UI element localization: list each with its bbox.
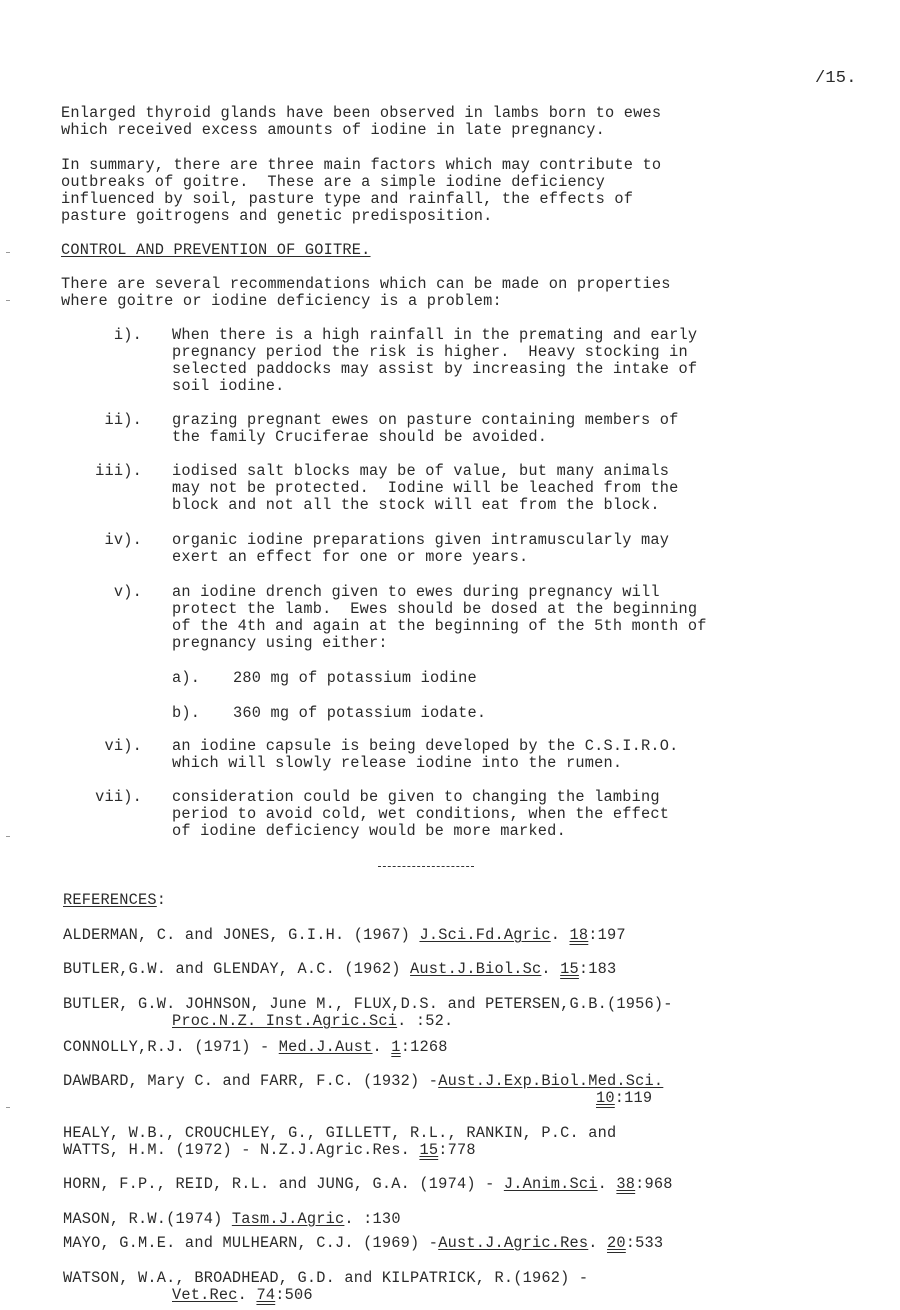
reference-page: :968: [635, 1175, 673, 1193]
item-line: selected paddocks may assist by increasing the intake of: [172, 360, 698, 378]
reference-journal: J.Sci.Fd.Agric: [419, 926, 551, 944]
item-number: ii).: [104, 411, 142, 429]
section-divider: [378, 866, 474, 867]
section-lead: where goitre or iodine deficiency is a problem:: [61, 292, 502, 310]
item-line: block and not all the stock will eat from the block.: [172, 496, 660, 514]
intro-line: which received excess amounts of iodine in late pregnancy.: [61, 121, 606, 139]
reference-page: :183: [578, 960, 617, 978]
references-heading: REFERENCES:: [63, 891, 167, 909]
reference-journal: Tasm.J.Agric: [231, 1210, 345, 1228]
reference-authors: DAWBARD, Mary C. and FARR, F.C. (1932) -: [63, 1072, 439, 1090]
margin-mark: [6, 252, 10, 253]
reference-journal: Med.J.Aust: [278, 1038, 373, 1056]
reference-page: :778: [438, 1141, 476, 1159]
reference-page: :52.: [406, 1012, 454, 1030]
item-line: soil iodine.: [172, 377, 285, 395]
subitem-label: a).: [172, 669, 201, 687]
item-line: may not be protected. Iodine will be leached from the: [172, 479, 679, 497]
reference-volume: 15: [419, 1141, 439, 1159]
reference-page: :1268: [400, 1038, 448, 1056]
reference-page: :506: [275, 1286, 313, 1304]
reference-volume: 10: [596, 1089, 615, 1107]
reference-authors: MAYO, G.M.E. and MULHEARN, C.J. (1969) -: [63, 1234, 439, 1252]
item-line: iodised salt blocks may be of value, but many animals: [172, 462, 670, 480]
summary-line: In summary, there are three main factors which may contribute to: [61, 156, 662, 174]
item-line: consideration could be given to changing the lambing: [172, 788, 660, 806]
reference-item: HEALY, W.B., CROUCHLEY, G., GILLETT, R.L., RANKIN, P.C. and: [63, 1124, 617, 1142]
subitem-label: b).: [172, 704, 201, 722]
reference-item: BUTLER, G.W. JOHNSON, June M., FLUX,D.S. and PETERSEN,G.B.(1956)-: [63, 995, 673, 1013]
item-line: which will slowly release iodine into the rumen.: [172, 754, 623, 772]
reference-continuation: [596, 1090, 652, 1107]
reference-authors: HORN, F.P., REID, R.L. and JUNG, G.A. (1974) -: [63, 1175, 504, 1193]
reference-page: :197: [588, 926, 626, 944]
margin-mark: [6, 300, 10, 301]
margin-mark: [6, 1107, 10, 1108]
reference-journal: WATTS, H.M. (1972) - N.Z.J.Agric.Res.: [63, 1141, 420, 1159]
reference-item: ALDERMAN, C. and JONES, G.I.H. (1967) J.Sci.Fd.Agric. 18:197: [63, 926, 626, 944]
item-line: When there is a high rainfall in the premating and early: [172, 326, 698, 344]
item-line: exert an effect for one or more years.: [172, 548, 529, 566]
reference-volume: 1: [391, 1038, 401, 1056]
reference-item: WATSON, W.A., BROADHEAD, G.D. and KILPATRICK, R.(1962) -: [63, 1269, 589, 1287]
item-line: pregnancy using either:: [172, 634, 388, 652]
summary-line: outbreaks of goitre. These are a simple iodine deficiency: [61, 173, 606, 191]
reference-authors: BUTLER,G.W. and GLENDAY, A.C. (1962): [63, 960, 411, 978]
item-line: period to avoid cold, wet conditions, when the effect: [172, 805, 670, 823]
section-heading: CONTROL AND PREVENTION OF GOITRE.: [61, 241, 371, 259]
reference-page: :119: [614, 1089, 653, 1107]
subitem-text: 360 mg of potassium iodate.: [233, 704, 487, 722]
reference-authors: MASON, R.W.(1974): [63, 1210, 232, 1228]
reference-journal: Proc.N.Z. Inst.Agric.Sci: [172, 1012, 398, 1030]
item-number: i).: [113, 326, 142, 344]
summary-line: influenced by soil, pasture type and rainfall, the effects of: [61, 190, 634, 208]
item-line: an iodine capsule is being developed by the C.S.I.R.O.: [172, 737, 679, 755]
reference-item: HORN, F.P., REID, R.L. and JUNG, G.A. (1974) - J.Anim.Sci. 38:968: [63, 1175, 673, 1193]
subitem-text: 280 mg of potassium iodine: [233, 669, 477, 687]
item-line: an iodine drench given to ewes during pregnancy will: [172, 583, 660, 601]
item-line: of the 4th and again at the beginning of the 5th month of: [172, 617, 707, 635]
reference-authors: ALDERMAN, C. and JONES, G.I.H. (1967): [63, 926, 420, 944]
page-number: /15.: [815, 69, 857, 88]
reference-item: CONNOLLY,R.J. (1971) - Med.J.Aust. 1:1268: [63, 1038, 448, 1056]
intro-line: Enlarged thyroid glands have been observed in lambs born to ewes: [61, 104, 662, 122]
item-number: vi).: [104, 737, 142, 755]
item-number: vii).: [95, 788, 142, 806]
reference-journal: J.Anim.Sci: [503, 1175, 598, 1193]
reference-volume: 74: [256, 1286, 276, 1304]
reference-volume: 20: [607, 1234, 626, 1252]
references-heading-text: REFERENCES: [63, 891, 157, 909]
item-number: iv).: [104, 531, 142, 549]
reference-authors: CONNOLLY,R.J. (1971) -: [63, 1038, 279, 1056]
reference-continuation: Proc.N.Z. Inst.Agric.Sci. :52.: [172, 1012, 454, 1030]
item-line: grazing pregnant ewes on pasture containing members of: [172, 411, 679, 429]
reference-continuation: Vet.Rec. 74:506: [172, 1286, 313, 1304]
item-number: v).: [113, 583, 142, 601]
reference-continuation: [63, 1142, 476, 1159]
reference-volume: 18: [569, 926, 589, 944]
reference-item: MASON, R.W.(1974) Tasm.J.Agric. :130: [63, 1210, 401, 1228]
summary-line: pasture goitrogens and genetic predisposition.: [61, 207, 493, 225]
reference-item: [63, 1073, 663, 1090]
reference-journal: Vet.Rec: [172, 1286, 238, 1304]
reference-journal: Aust.J.Exp.Biol.Med.Sci.: [438, 1072, 664, 1090]
reference-page: :533: [625, 1234, 664, 1252]
item-line: protect the lamb. Ewes should be dosed at the beginning: [172, 600, 698, 618]
item-number: iii).: [95, 462, 142, 480]
item-line: pregnancy period the risk is higher. Heavy stocking in: [172, 343, 688, 361]
reference-volume: 15: [560, 960, 579, 978]
item-line: organic iodine preparations given intramuscularly may: [172, 531, 670, 549]
item-line: the family Cruciferae should be avoided.: [172, 428, 548, 446]
item-line: of iodine deficiency would be more marked.: [172, 822, 566, 840]
reference-journal: Aust.J.Biol.Sc: [410, 960, 542, 978]
reference-page: :130: [353, 1210, 401, 1228]
reference-item: MAYO, G.M.E. and MULHEARN, C.J. (1969) -Aust.J.Agric.Res. 20:533: [63, 1234, 664, 1252]
section-lead: There are several recommendations which can be made on properties: [61, 275, 671, 293]
margin-mark: [6, 836, 10, 837]
reference-volume: 38: [616, 1175, 636, 1193]
reference-item: BUTLER,G.W. and GLENDAY, A.C. (1962) Aust.J.Biol.Sc. 15:183: [63, 960, 617, 978]
reference-journal: Aust.J.Agric.Res: [438, 1234, 589, 1252]
